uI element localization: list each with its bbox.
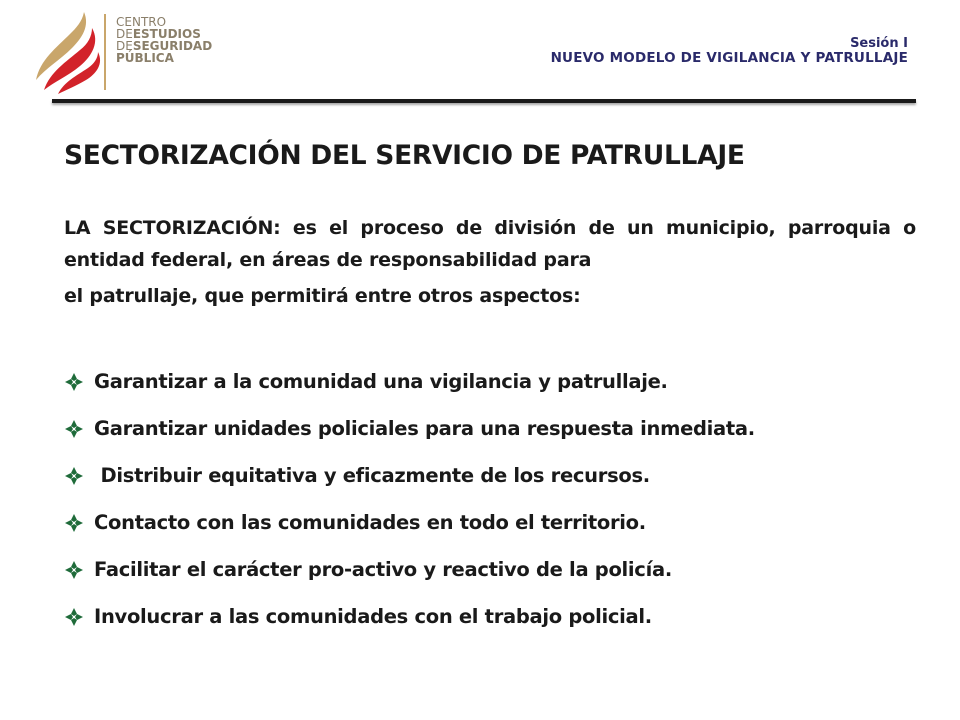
bullet-text: Distribuir equitativa y eficazmente de los recursos. (94, 464, 650, 487)
bullet-text: Facilitar el carácter pro-activo y reactivo de la policía. (94, 558, 672, 581)
intro-line-2: el patrullaje, que permitirá entre otros aspectos: (64, 285, 581, 307)
diamond-bullet-icon (64, 560, 94, 580)
list-item (64, 452, 755, 499)
intro-paragraph (64, 212, 916, 312)
bullet-text: Contacto con las comunidades en todo el territorio. (94, 511, 646, 534)
header-divider (52, 99, 916, 103)
logo-line-3: DESEGURIDAD (116, 39, 213, 53)
logo-wordmark (116, 16, 212, 64)
list-item (64, 499, 755, 546)
bullet-text: Garantizar unidades policiales para una respuesta inmediata. (94, 417, 755, 440)
logo-line-1: CENTRO (116, 15, 167, 29)
diamond-bullet-icon (64, 607, 94, 627)
module-title: NUEVO MODELO DE VIGILANCIA Y PATRULLAJE (550, 50, 908, 66)
bullet-text: Garantizar a la comunidad una vigilancia y patrullaje. (94, 370, 668, 393)
diamond-bullet-icon (64, 419, 94, 439)
bullet-list (64, 358, 755, 640)
bullet-text: Involucrar a las comunidades con el trabajo policial. (94, 605, 652, 628)
list-item (64, 546, 755, 593)
list-item (64, 358, 755, 405)
logo-line-2: DEESTUDIOS (116, 27, 201, 41)
session-label: Sesión I (850, 36, 908, 51)
list-item (64, 593, 755, 640)
logo (30, 12, 213, 94)
intro-line-1: LA SECTORIZACIÓN: es el proceso de división de un municipio, parroquia o entidad federal, en áreas de responsabilidad para (64, 217, 916, 271)
list-item (64, 405, 755, 452)
session-header (551, 36, 908, 66)
flame-logo-icon (30, 12, 110, 94)
diamond-bullet-icon (64, 466, 94, 486)
logo-line-4: PÚBLICA (116, 51, 174, 65)
diamond-bullet-icon (64, 513, 94, 533)
diamond-bullet-icon (64, 372, 94, 392)
slide-title: SECTORIZACIÓN DEL SERVICIO DE PATRULLAJE (64, 140, 745, 171)
